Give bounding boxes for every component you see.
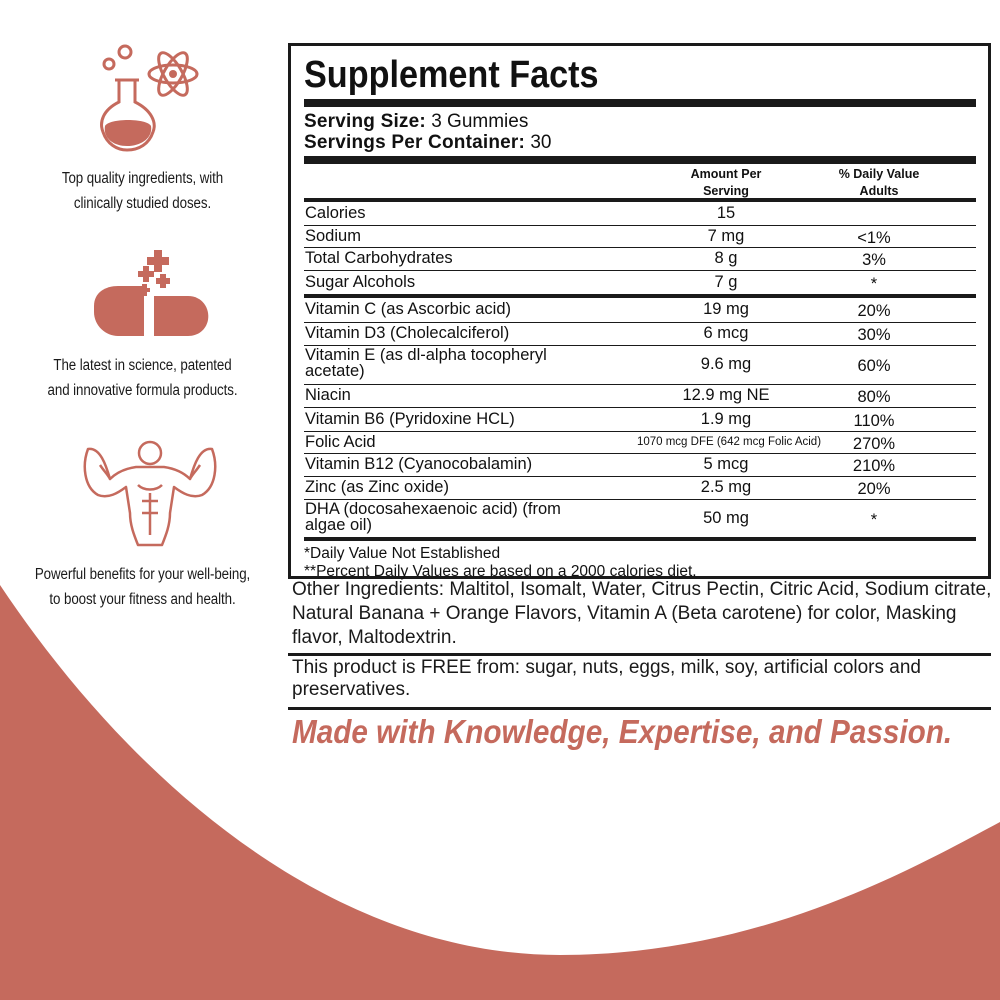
nutrient-row [304,271,976,295]
servings-per-container-value: 30 [530,132,552,153]
nutrient-name: DHA (docosahexaenoic acid) (from algae oil) [305,500,561,534]
nutrient-name: Sugar Alcohols [305,272,416,291]
serving-size-label: Serving Size: [304,111,426,132]
nutrient-daily-value: 30% [857,326,891,344]
nutrient-name: Vitamin C (as Ascorbic acid) [305,300,512,318]
supplement-facts-panel [288,43,991,579]
facts-title: Supplement Facts [304,54,599,96]
nutrient-daily-value: 20% [857,302,891,320]
nutrient-daily-value: 20% [857,480,891,498]
feature-column [0,0,285,620]
nutrient-amount: 1.9 mg [700,409,752,428]
flask-atom-icon [95,40,205,155]
nutrient-name: Vitamin E (as dl-alpha tocopheryl acetate) [305,346,547,380]
nutrient-daily-value: 270% [852,434,896,453]
nutrient-row [304,323,976,346]
nutrient-amount: 15 [716,203,736,222]
nutrient-amount: 6 mcg [703,324,749,342]
nutrient-name: Vitamin B12 (Cyanocobalamin) [305,455,533,473]
amount-per-serving-header: Amount Per Serving [690,167,762,198]
nutrient-daily-value: 110% [853,411,895,430]
nutrient-amount: 7 mg [707,226,745,245]
thick-divider [304,99,976,107]
nutrient-amount: 8 g [714,249,738,267]
nutrient-row [304,346,976,385]
nutrient-group-1 [304,202,976,295]
tagline: Made with Knowledge, Expertise, and Passion. [292,713,953,750]
nutrient-name: Niacin [305,386,351,404]
nutrient-name: Vitamin B6 (Pyridoxine HCL) [305,409,515,428]
servings-per-container [304,132,976,153]
capsule-plus-icon [88,248,213,338]
nutrient-name: Total Carbohydrates [305,249,453,267]
nutrient-daily-value: 60% [857,357,891,375]
feature-text-science: The latest in science, patented and innovative formula products. [47,357,238,399]
column-headers [304,164,976,198]
nutrient-daily-value: * [870,274,878,293]
nutrient-row [304,248,976,271]
nutrient-row [304,226,976,248]
nutrient-name: Vitamin D3 (Cholecalciferol) [305,324,510,342]
feature-text-quality: Top quality ingredients, with clinically studied doses. [61,170,224,212]
nutrient-name: Calories [305,203,366,222]
other-ingredients: Other Ingredients: Maltitol, Isomalt, Water, Citrus Pectin, Citric Acid, Sodium citrate, Natural Banana + Orange Flavors, Vitamin A (Beta carotene) for color, Masking flavor, Maltodextrin. [292,579,992,648]
footnote-percent-dv: **Percent Daily Values are based on a 2000 calories diet. [304,563,697,580]
serving-size [304,111,976,132]
nutrient-daily-value: 80% [857,388,891,406]
nutrient-amount: 1070 mcg DFE (642 mcg Folic Acid) [636,435,822,448]
nutrient-row [304,477,976,500]
nutrient-group-2 [304,298,976,538]
nutrient-row [304,298,976,323]
nutrient-amount: 12.9 mg NE [682,386,770,404]
nutrient-daily-value: 210% [852,457,896,475]
feature-text-benefits: Powerful benefits for your well-being, to boost your fitness and health. [34,566,251,608]
nutrient-amount: 19 mg [703,300,749,318]
nutrient-amount: 7 g [714,272,738,291]
thick-divider [304,156,976,164]
footnotes [304,545,976,581]
nutrient-amount: 5 mcg [703,455,749,473]
muscle-torso-icon [80,435,220,550]
nutrient-amount: 50 mg [703,508,749,527]
daily-value-header: % Daily Value Adults [838,167,920,198]
footnote-dv-not-established: *Daily Value Not Established [304,545,501,562]
nutrient-row [304,385,976,408]
nutrient-row [304,408,976,432]
nutrient-daily-value: <1% [857,228,891,247]
nutrient-row [304,454,976,477]
nutrient-row [304,202,976,226]
nutrient-name: Folic Acid [305,432,376,451]
divider [288,707,991,710]
servings-per-container-label: Servings Per Container: [304,132,526,153]
free-from-statement: This product is FREE from: sugar, nuts, eggs, milk, soy, artificial colors and preservatives. [292,657,921,700]
nutrient-row [304,500,976,538]
nutrient-daily-value: 3% [862,251,886,269]
nutrient-amount: 9.6 mg [700,355,752,373]
nutrient-name: Sodium [305,226,361,245]
serving-size-value: 3 Gummies [431,111,529,132]
nutrient-row [304,432,976,454]
nutrient-daily-value: * [870,510,878,529]
divider [288,653,991,656]
nutrient-name: Zinc (as Zinc oxide) [305,478,449,496]
nutrient-amount: 2.5 mg [700,478,752,496]
